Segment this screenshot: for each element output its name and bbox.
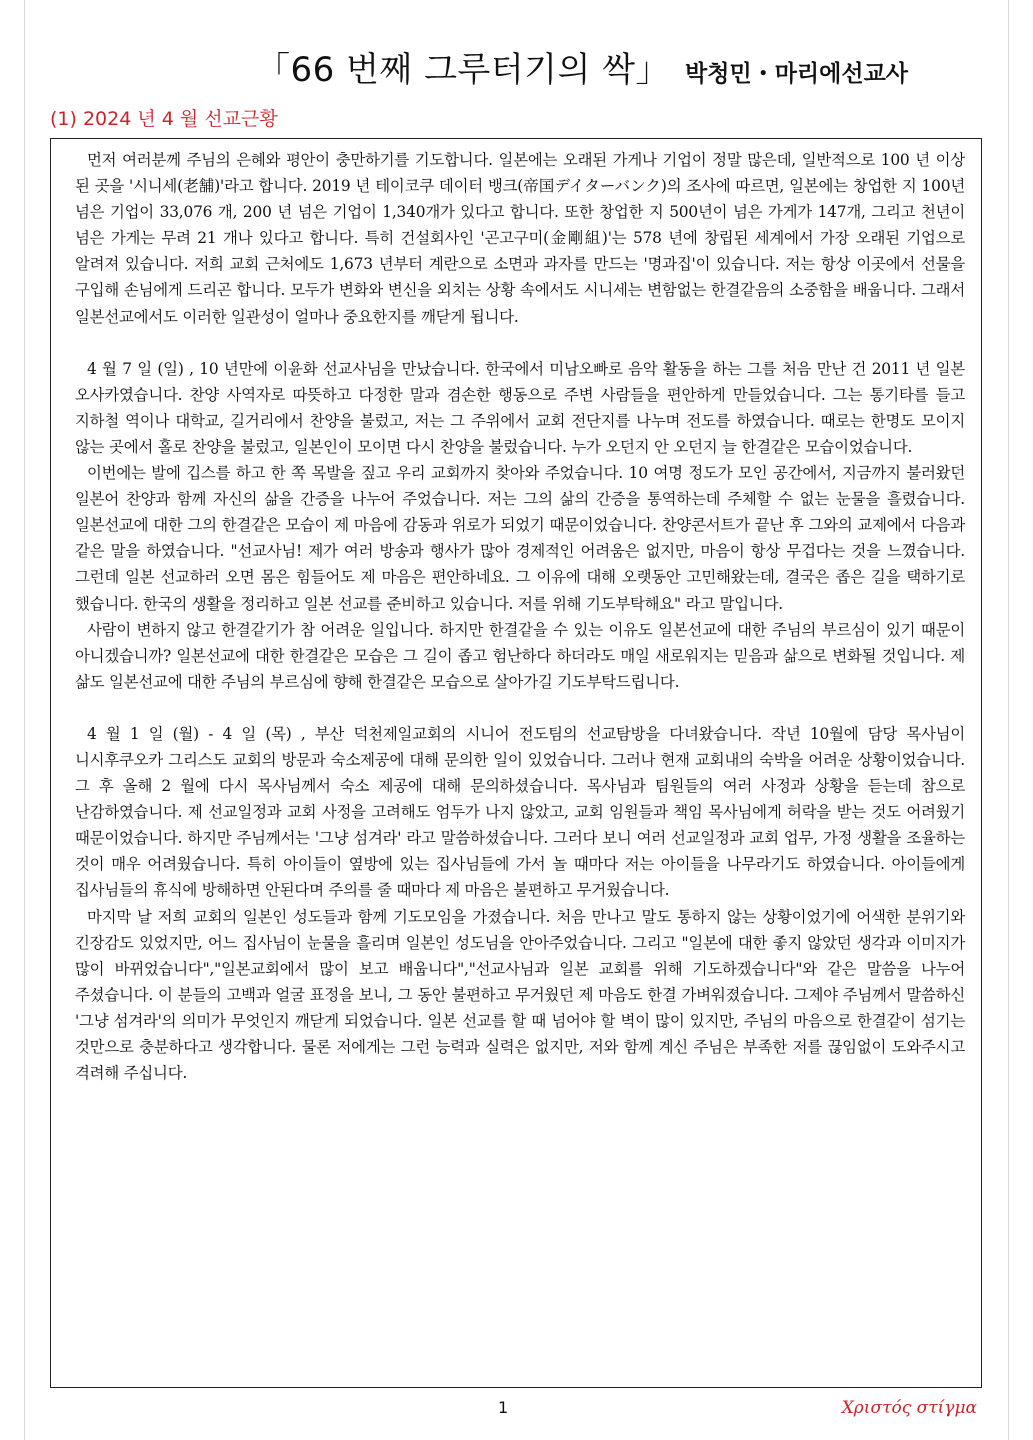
newsletter-header <box>256 42 908 91</box>
page-number: 1 <box>498 1398 509 1417</box>
section-heading: (1) 2024 년 4 월 선교근황 <box>50 108 278 130</box>
paragraph-prayer-meeting: 마지막 날 저희 교회의 일본인 성도들과 함께 기도모임을 가졌습니다. 처음 만나고 말도 통하지 않는 상황이었기에 어색한 분위기와 긴장감도 있었지만, 어느 집사님이 눈물을 흘리며 일본인 성도님을 안아주었습니다. 그리고 "일본에 대한 좋지 않았던 생각과 이미지가 많이 바뀌었습니다","일본교회에서 많이 보고 배웁니다","선교사님과 일본 교회를 위해 기도하겠습니다"와 같은 말씀을 나누어 주셨습니다. 이 분들의 고백과 얼굴 표정을 보니, 그 동안 불편하고 무거웠던 제 마음도 한결 가벼워졌습니다. 그제야 주님께서 말씀하신 '그냥 섬겨라'의 의미가 무엇인지 깨닫게 되었습니다. 일본 선교를 할 때 넘어야 할 벽이 많이 있지만, 주님의 마음으로 한결같이 섬기는 것만으로 충분하다고 생각합니다. 물론 저에게는 그런 능력과 실력은 없지만, 저와 함께 계신 주님은 부족한 저를 끊임없이 도와주시고 격려해 주십니다. <box>75 907 965 1083</box>
paragraph-shinise: 먼저 여러분께 주님의 은혜와 평안이 충만하기를 기도합니다. 일본에는 오래된 가게나 기업이 정말 많은데, 일반적으로 100 년 이상 된 곳을 '시니세(老舗)'라고 합니다. 2019 년 테이코쿠 데이터 뱅크(帝国デイターバンク)의 조사에 따르면, 일본에는 창업한 지 100년 넘은 기업이 33,076 개, 200 년 넘은 기업이 1,340개가 있다고 합니다. 또한 창업한 지 500년이 넘은 가게가 147개, 그리고 천년이 넘은 가게는 무려 21 개나 있다고 합니다. 특히 건설회사인 '곤고구미(金剛組)'는 578 년에 창립된 세계에서 가장 오래된 기업으로 알려져 있습니다. 저희 교회 근처에도 1,673 년부터 계란으로 소면과 과자를 만드는 '명과집'이 있습니다. 저는 항상 이곳에서 선물을 구입해 손님에게 드리곤 합니다. 모두가 변화와 변신을 외치는 상황 속에서도 시니세는 변함없는 한결같음의 소중함을 배웁니다. 그래서 일본선교에서도 이러한 일관성이 얼마나 중요한지를 깨닫게 됩니다. <box>75 151 965 326</box>
newsletter-title: 「66 번째 그루터기의 싹」 <box>256 50 670 90</box>
paragraph-meeting-missionary: 4 월 7 일 (일) , 10 년만에 이윤화 선교사님을 만났습니다. 한국에서 미남오빠로 음악 활동을 하는 그를 처음 만난 건 2011 년 일본 오사카였습니다. 찬양 사역자로 따뜻하고 다정한 말과 겸손한 행동으로 주변 사람들을 편안하게 만들었습니다. 그는 통기타를 들고 지하철 역이나 대학교, 길거리에서 찬양을 불렀고, 저는 그 주위에서 교회 전단지를 나누며 전도를 하였습니다. 때로는 한명도 모이지 않는 곳에서 홀로 찬양을 불렀고, 일본인이 모이면 다시 찬양을 불렀습니다. 누가 오던지 안 오던지 늘 한결같은 모습이었습니다. <box>75 359 965 456</box>
author-names: 박청민・마리에선교사 <box>685 61 909 87</box>
paragraph-testimony: 이번에는 발에 깁스를 하고 한 쪽 목발을 짚고 우리 교회까지 찾아와 주었습니다. 10 여명 정도가 모인 공간에서, 지금까지 불러왔던 일본어 찬양과 함께 자신의 삶을 간증을 나누어 주었습니다. 저는 그의 삶의 간증을 통역하는데 주체할 수 없는 눈물을 흘렸습니다. 일본선교에 대한 그의 한결같은 모습이 제 마음에 감동과 위로가 되었기 때문이었습니다. 찬양콘서트가 끝난 후 그와의 교제에서 다음과 같은 말을 하였습니다. "선교사님! 제가 여러 방송과 행사가 많아 경제적인 어려움은 없지만, 마음이 항상 무겁다는 것을 느꼈습니다. 그런데 일본 선교하러 오면 몸은 힘들어도 제 마음은 편안하네요. 그 이유에 대해 오랫동안 고민해왔는데, 결국은 좁은 길을 택하기로 했습니다. 한국의 생활을 정리하고 일본 선교를 준비하고 있습니다. 저를 위해 기도부탁해요" 라고 말입니다. <box>75 464 965 613</box>
paragraph-consistency: 사람이 변하지 않고 한결같기가 참 어려운 일입니다. 하지만 한결같을 수 있는 이유도 일본선교에 대한 주님의 부르심이 있기 때문이 아니겠습니까? 일본선교에 대한 한결같은 모습은 그 길이 좁고 험난하다 하더라도 매일 새로워지는 믿음과 삶으로 변화될 것입니다. 제 삶도 일본선교에 대한 주님의 부르심에 향해 한결같은 모습으로 살아가길 기도부탁드립니다. <box>75 620 965 691</box>
content-box <box>50 138 982 1388</box>
paragraph-mission-visit: 4 월 1 일 (월) - 4 일 (목) , 부산 덕천제일교회의 시니어 전도팀의 선교탐방을 다녀왔습니다. 작년 10월에 담당 목사님이 니시후쿠오카 그리스도 교회의 방문과 숙소제공에 대해 문의한 일이 있었습니다. 그러나 현재 교회내의 숙박을 어려운 상황이었습니다. 그 후 올해 2 월에 다시 목사님께서 숙소 제공에 대해 문의하셨습니다. 목사님과 팀원들의 여러 사정과 상황을 듣는데 참으로 난감하였습니다. 제 선교일정과 교회 사정을 고려해도 엄두가 나지 않았고, 교회 임원들과 책임 목사님에게 허락을 받는 것도 어려웠기 때문이었습니다. 하지만 주님께서는 '그냥 섬겨라' 라고 말씀하셨습니다. 그러다 보니 여러 선교일정과 교회 업무, 가정 생활을 조율하는 것이 매우 어려웠습니다. 특히 아이들이 옆방에 있는 집사님들에 가서 놀 때마다 저는 아이들을 나무라기도 하였습니다. 아이들에게 집사님들의 휴식에 방해하면 안된다며 주의를 줄 때마다 제 마음은 불편하고 무거웠습니다. <box>75 724 965 900</box>
footer-mark: Χριστός στίγμα <box>841 1398 977 1418</box>
